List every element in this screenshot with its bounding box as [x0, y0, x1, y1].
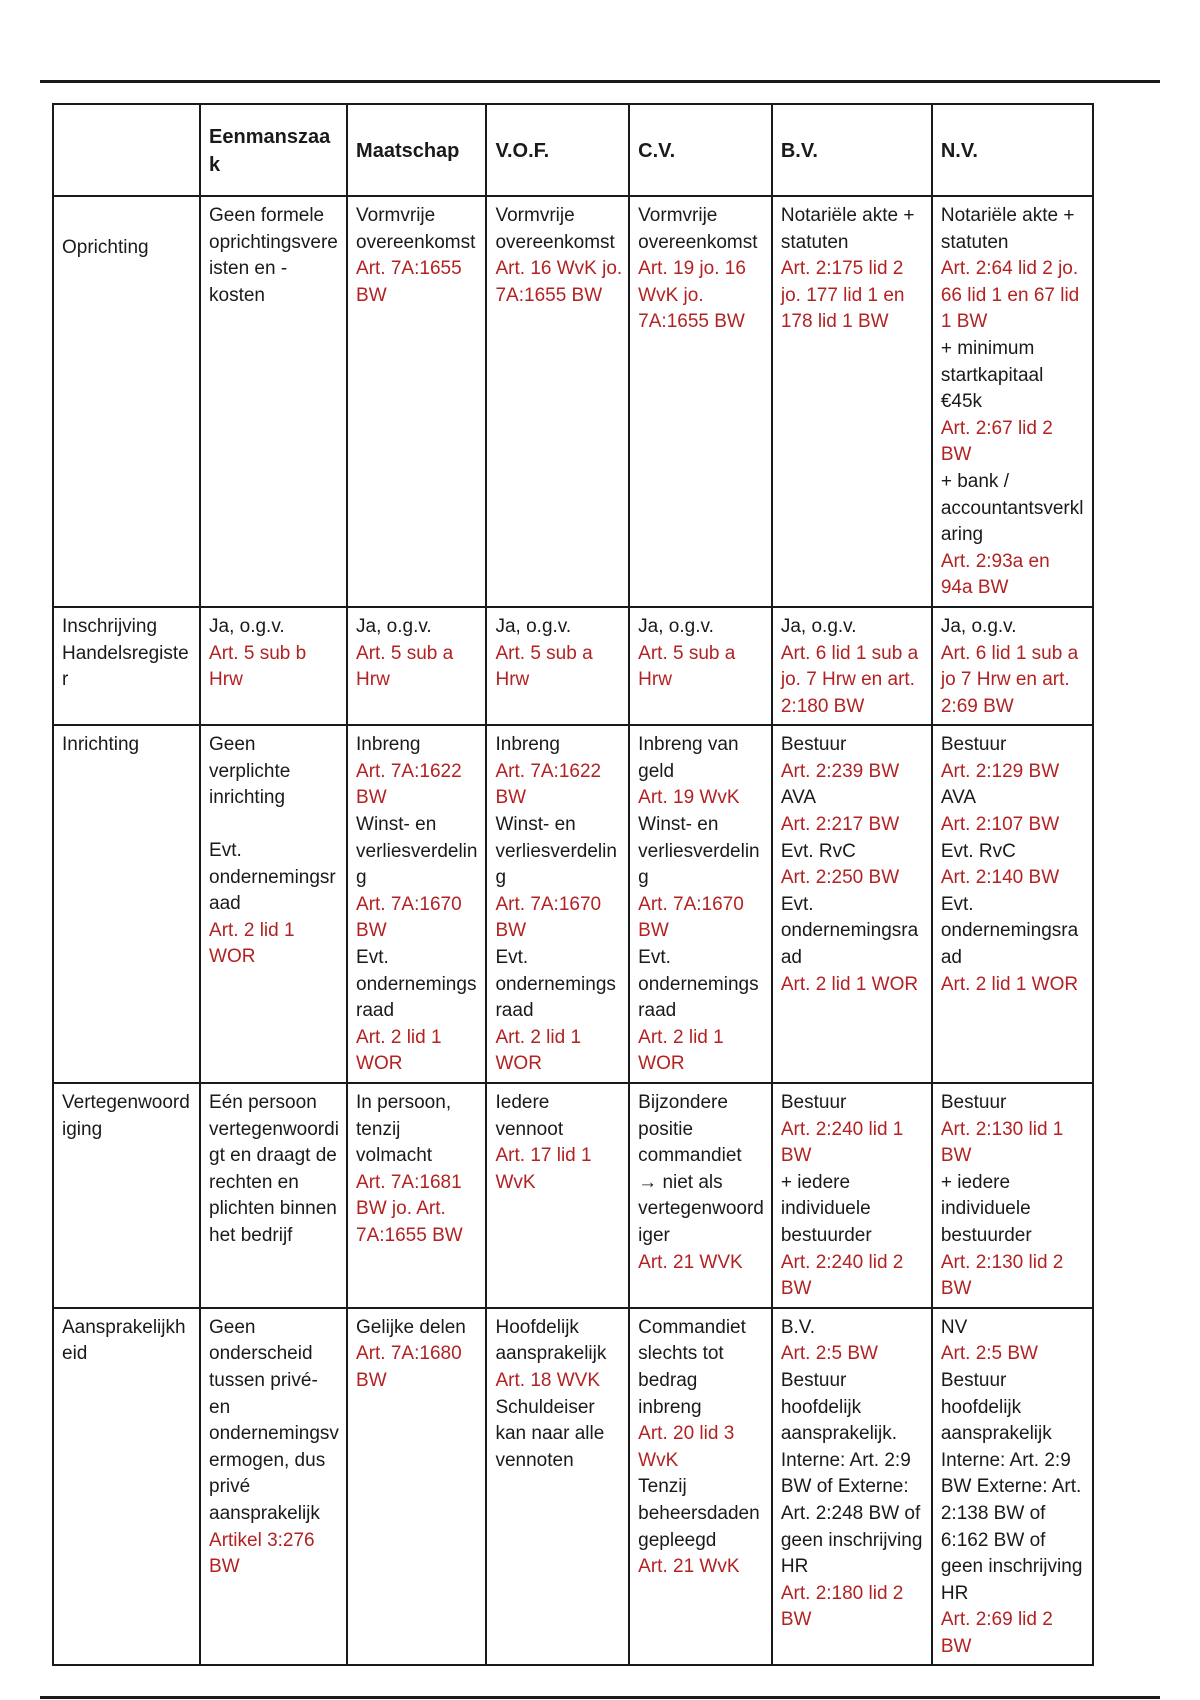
cell-text: Notariële akte + statuten: [780, 205, 915, 253]
cell-maatschap: [347, 1308, 486, 1666]
legal-reference: Art. 18 WVK: [495, 1369, 601, 1391]
cell-nv: [932, 607, 1093, 725]
legal-reference: Artikel 3:276 BW: [209, 1529, 315, 1578]
header-eenmanszaak: Eenmanszaak: [200, 104, 347, 196]
legal-reference: Art. 2:69 lid 2 BW: [940, 1609, 1053, 1657]
header-cv: C.V.: [629, 104, 772, 196]
cell-bv: [772, 607, 932, 725]
cell-text: Gelijke delen: [356, 1316, 466, 1338]
legal-reference: Art. 2:239 BW: [780, 760, 900, 782]
cell-eenmanszaak: [200, 725, 347, 1083]
legal-reference: Art. 21 WvK: [638, 1556, 740, 1578]
row-label: Aansprakelijkheid: [53, 1308, 200, 1666]
cell-text: Bestuur: [780, 734, 847, 756]
cell-text: Ja, o.g.v.: [638, 615, 714, 637]
cell-vof: [486, 1083, 629, 1308]
legal-reference: Art. 2:240 lid 2 BW: [780, 1251, 904, 1300]
cell-text: Inbreng van geld: [638, 734, 739, 782]
legal-reference: Art. 2:250 BW: [780, 867, 900, 889]
legal-reference: Art. 17 lid 1 WvK: [495, 1145, 592, 1193]
cell-text: Bestuur: [940, 1092, 1007, 1113]
cell-text: Hoofdelijk aansprakelijk: [495, 1316, 607, 1365]
cell-text: Geen formele oprichtingsvereisten en -kosten: [209, 205, 338, 306]
table-row: [53, 196, 1093, 607]
legal-reference: Art. 21 WVK: [638, 1251, 743, 1273]
cell-text: Iedere vennoot: [495, 1092, 564, 1140]
cell-text: Evt. RvC: [780, 840, 856, 862]
header-nv: N.V.: [932, 104, 1093, 196]
cell-maatschap: [347, 196, 486, 607]
cell-text: Ja, o.g.v.: [940, 615, 1017, 637]
cell-maatschap: [347, 607, 486, 725]
cell-text: B.V.: [780, 1316, 816, 1338]
legal-reference: Art. 5 sub a Hrw: [495, 642, 593, 691]
legal-reference: Art. 7A:1680 BW: [356, 1343, 462, 1391]
cell-text: Bestuur hoofdelijk aansprakelijk: [940, 1369, 1052, 1445]
legal-reference: Art. 2:5 BW: [780, 1343, 878, 1365]
table-row: [53, 607, 1093, 725]
legal-reference: Art. 2 lid 1 WOR: [940, 973, 1079, 995]
table-row: [53, 1308, 1093, 1666]
cell-text: Interne: Art. 2:9 BW of Externe: Art. 2:248 BW of geen inschrijving HR: [780, 1449, 923, 1578]
cell-vof: [486, 607, 629, 725]
legal-reference: Art. 2:180 lid 2 BW: [780, 1582, 904, 1631]
cell-text: Inbreng: [356, 734, 421, 756]
legal-reference: Art. 2 lid 1 WOR: [209, 919, 295, 968]
cell-cv: [629, 725, 772, 1083]
legal-reference: Art. 2:175 lid 2 jo. 177 lid 1 en 178 lid 1 BW: [780, 258, 905, 333]
legal-reference: Art. 2 lid 1 WOR: [356, 1026, 442, 1075]
legal-reference: Art. 7A:1655 BW: [356, 258, 462, 306]
cell-text: Notariële akte + statuten: [940, 205, 1075, 253]
cell-text: Evt. ondernemingsraad: [940, 893, 1079, 969]
row-label: Inschrijving Handelsregister: [53, 607, 200, 725]
cell-nv: [932, 1083, 1093, 1308]
cell-text: Ja, o.g.v.: [356, 615, 432, 637]
cell-text: Commandiet slechts tot bedrag inbreng: [638, 1316, 746, 1418]
legal-reference: Art. 2 lid 1 WOR: [780, 973, 919, 995]
cell-text: Bijzondere positie commandiet → niet als vertegenwoordiger: [638, 1092, 764, 1246]
header-bv: B.V.: [772, 104, 932, 196]
cell-text: Evt. ondernemingsraad: [209, 840, 336, 915]
header-maatschap: Maatschap: [347, 104, 486, 196]
cell-text: AVA: [780, 787, 817, 809]
legal-reference: Art. 2:240 lid 1 BW: [780, 1118, 904, 1167]
header-corner: [53, 104, 200, 196]
cell-cv: [629, 1083, 772, 1308]
cell-text: + minimum startkapitaal €45k: [940, 337, 1044, 413]
cell-text: + bank / accountantsverklaring: [940, 470, 1084, 546]
cell-nv: [932, 725, 1093, 1083]
legal-reference: Art. 6 lid 1 sub a jo. 7 Hrw en art. 2:180 BW: [780, 642, 919, 717]
cell-text: Evt. ondernemingsraad: [638, 947, 759, 1022]
cell-nv: [932, 196, 1093, 607]
legal-reference: Art. 2 lid 1 WOR: [495, 1026, 582, 1075]
cell-vof: [486, 196, 629, 607]
cell-text: Winst- en verliesverdeling: [356, 814, 478, 889]
legal-reference: Art. 7A:1681 BW jo. Art. 7A:1655 BW: [356, 1171, 463, 1246]
cell-text: Geen verplichte inrichting: [209, 734, 291, 809]
legal-reference: Art. 7A:1622 BW: [495, 760, 602, 809]
legal-reference: Art. 7A:1670 BW: [495, 893, 602, 942]
cell-text: Bestuur hoofdelijk aansprakelijk.: [780, 1369, 898, 1445]
legal-reference: Art. 7A:1622 BW: [356, 760, 462, 809]
cell-cv: [629, 607, 772, 725]
cell-text: Evt. ondernemingsraad: [495, 947, 616, 1022]
row-label: Inrichting: [53, 725, 200, 1083]
cell-text: Evt. ondernemingsraad: [780, 893, 919, 969]
cell-eenmanszaak: [200, 1083, 347, 1308]
cell-text: Vormvrije overeenkomst: [495, 205, 615, 253]
header-row: [53, 104, 1093, 196]
legal-reference: Art. 5 sub a Hrw: [638, 642, 736, 691]
table-row: [53, 725, 1093, 1083]
spacer: [209, 812, 340, 838]
cell-text: Vormvrije overeenkomst: [638, 205, 758, 253]
cell-eenmanszaak: [200, 196, 347, 607]
cell-eenmanszaak: [200, 1308, 347, 1666]
cell-text: NV: [940, 1316, 968, 1338]
cell-text: Eén persoon vertegenwoordigt en draagt de rechten en plichten binnen het bedrijf: [209, 1092, 339, 1246]
cell-text: Evt. ondernemingsraad: [356, 947, 477, 1022]
cell-text: Winst- en verliesverdeling: [638, 814, 760, 889]
cell-text: Bestuur: [940, 734, 1007, 756]
legal-reference: Art. 2:67 lid 2 BW: [940, 417, 1053, 466]
legal-reference: Art. 5 sub a Hrw: [356, 642, 454, 691]
cell-text: Ja, o.g.v.: [780, 615, 857, 637]
cell-nv: [932, 1308, 1093, 1666]
legal-reference: Art. 2:107 BW: [940, 814, 1060, 836]
legal-reference: Art. 2:130 lid 1 BW: [940, 1118, 1064, 1167]
row-label: Vertegenwoordiging: [53, 1083, 200, 1308]
cell-text: + iedere individuele bestuurder: [940, 1171, 1032, 1246]
cell-vof: [486, 1308, 629, 1666]
legal-reference: Art. 7A:1670 BW: [356, 893, 462, 942]
cell-text: Inbreng: [495, 734, 560, 756]
legal-reference: Art. 2:217 BW: [780, 814, 900, 836]
legal-reference: Art. 5 sub b Hrw: [209, 642, 307, 691]
legal-reference: Art. 2:5 BW: [940, 1343, 1038, 1365]
row-label: Oprichting: [53, 196, 200, 607]
legal-reference: Art. 2 lid 1 WOR: [638, 1026, 724, 1075]
cell-bv: [772, 725, 932, 1083]
cell-text: + iedere individuele bestuurder: [780, 1171, 872, 1246]
legal-reference: Art. 19 WvK: [638, 787, 740, 809]
legal-reference: Art. 2:129 BW: [940, 760, 1060, 782]
header-vof: V.O.F.: [486, 104, 629, 196]
bottom-rule: [40, 1696, 1160, 1699]
top-rule: [40, 80, 1160, 83]
legal-reference: Art. 16 WvK jo. 7A:1655 BW: [495, 258, 623, 306]
cell-text: Ja, o.g.v.: [495, 615, 572, 637]
cell-cv: [629, 1308, 772, 1666]
legal-reference: Art. 7A:1670 BW: [638, 893, 744, 942]
comparison-table: [52, 103, 1094, 1666]
cell-cv: [629, 196, 772, 607]
cell-text: In persoon, tenzij volmacht: [356, 1092, 452, 1167]
legal-reference: Art. 2:64 lid 2 jo. 66 lid 1 en 67 lid 1 BW: [940, 258, 1080, 333]
cell-text: AVA: [940, 787, 977, 809]
table-row: [53, 1083, 1093, 1308]
cell-text: Tenzij beheersdaden gepleegd: [638, 1476, 760, 1551]
cell-vof: [486, 725, 629, 1083]
cell-bv: [772, 1083, 932, 1308]
cell-maatschap: [347, 1083, 486, 1308]
cell-text: Schuldeiser kan naar alle vennoten: [495, 1396, 605, 1471]
cell-text: Ja, o.g.v.: [209, 615, 285, 637]
cell-text: Geen onderscheid tussen privé- en ondernemingsvermogen, dus privé aansprakelijk: [209, 1316, 339, 1524]
cell-bv: [772, 1308, 932, 1666]
legal-reference: Art. 2:140 BW: [940, 867, 1060, 889]
cell-bv: [772, 196, 932, 607]
cell-text: Evt. RvC: [940, 840, 1016, 862]
legal-reference: Art. 20 lid 3 WvK: [638, 1423, 735, 1471]
cell-text: Vormvrije overeenkomst: [356, 205, 476, 253]
cell-text: Winst- en verliesverdeling: [495, 814, 617, 889]
legal-reference: Art. 2:130 lid 2 BW: [940, 1251, 1064, 1300]
cell-text: Interne: Art. 2:9 BW Externe: Art. 2:138 BW of 6:162 BW of geen inschrijving HR: [940, 1449, 1083, 1604]
legal-reference: Art. 6 lid 1 sub a jo 7 Hrw en art. 2:69 BW: [940, 642, 1079, 717]
cell-maatschap: [347, 725, 486, 1083]
cell-text: Bestuur: [780, 1092, 847, 1113]
legal-reference: Art. 2:93a en 94a BW: [940, 550, 1050, 599]
legal-reference: Art. 19 jo. 16 WvK jo. 7A:1655 BW: [638, 258, 746, 333]
cell-eenmanszaak: [200, 607, 347, 725]
